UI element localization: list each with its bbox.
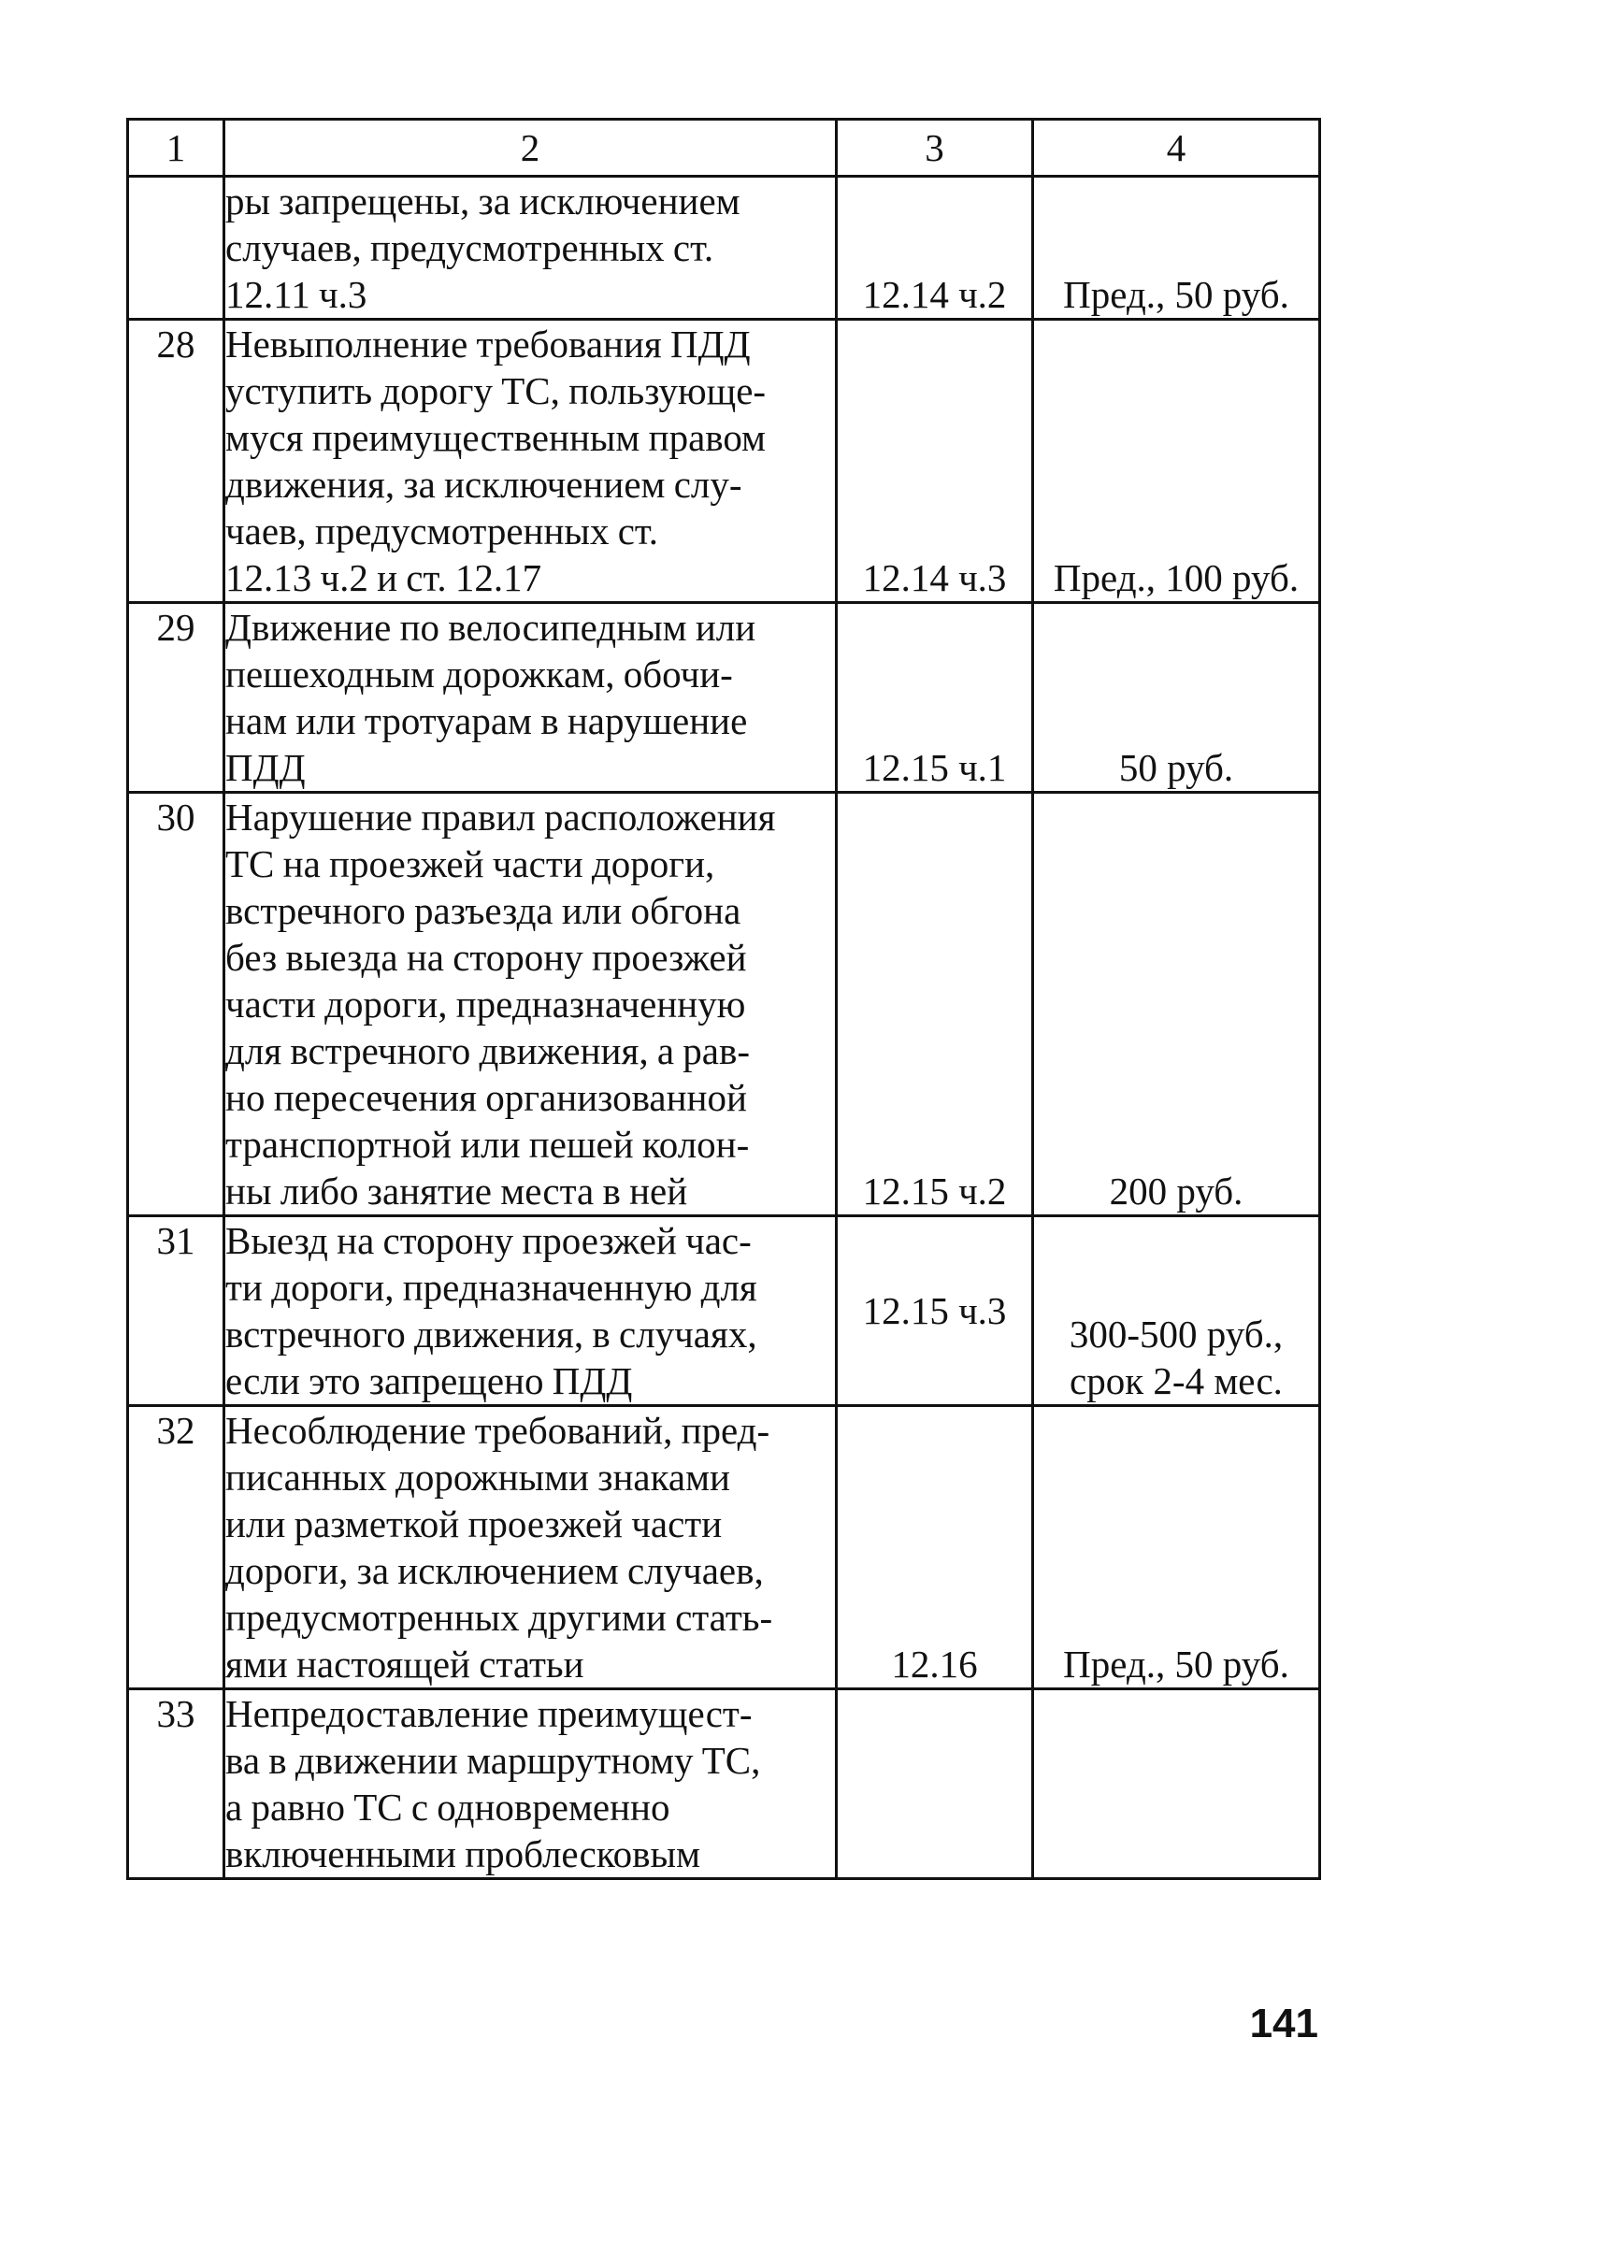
article-reference: 12.14 ч.3 (837, 320, 1033, 603)
article-reference: 12.14 ч.2 (837, 177, 1033, 320)
violation-description: Несоблюдение требований, пред- писанных дорожными знаками или разметкой проезжей части дороги, за исключением случаев, предусмотренных другими стать- ями настоящей статьи (224, 1406, 837, 1689)
table-row (128, 1689, 1320, 1879)
article-reference: 12.15 ч.1 (837, 603, 1033, 793)
violation-description: Нарушение правил расположения ТС на проезжей части дороги, встречного разъезда или обгона без выезда на сторону проезжей части дороги, предназначенную для встречного движения, а рав- но пересечения организованной транспортной или пешей колон- ны либо занятие места в ней (224, 793, 837, 1216)
header-row (128, 120, 1320, 177)
header-col-1: 1 (128, 120, 224, 177)
row-number: 32 (128, 1406, 224, 1689)
page-number: 141 (1249, 2001, 1318, 2046)
table-row (128, 320, 1320, 603)
row-number: 31 (128, 1216, 224, 1406)
article-reference (837, 1689, 1033, 1879)
article-reference: 12.15 ч.3 (837, 1216, 1033, 1406)
violation-description: ры запрещены, за исключением случаев, предусмотренных ст. 12.11 ч.3 (224, 177, 837, 320)
violation-description: Невыполнение требования ПДД уступить дорогу ТС, пользующе- муся преимущественным правом движения, за исключением слу- чаев, предусмотренных ст. 12.13 ч.2 и ст. 12.17 (224, 320, 837, 603)
penalty: Пред., 100 руб. (1033, 320, 1320, 603)
violation-description: Движение по велосипедным или пешеходным дорожкам, обочи- нам или тротуарам в нарушение ПДД (224, 603, 837, 793)
article-reference: 12.15 ч.2 (837, 793, 1033, 1216)
header-col-4: 4 (1033, 120, 1320, 177)
penalty: 50 руб. (1033, 603, 1320, 793)
penalty: Пред., 50 руб. (1033, 1406, 1320, 1689)
table-row (128, 793, 1320, 1216)
article-reference: 12.16 (837, 1406, 1033, 1689)
traffic-fines-table (126, 118, 1321, 1880)
violation-description: Выезд на сторону проезжей час- ти дороги, предназначенную для встречного движения, в случаях, если это запрещено ПДД (224, 1216, 837, 1406)
violation-description: Непредоставление преимущест- ва в движении маршрутному ТС, а равно ТС с одновременно включенными проблесковым (224, 1689, 837, 1879)
penalty: Пред., 50 руб. (1033, 177, 1320, 320)
table-row (128, 1216, 1320, 1406)
table-row (128, 177, 1320, 320)
penalty (1033, 1689, 1320, 1879)
header-col-2: 2 (224, 120, 837, 177)
penalty: 300-500 руб., срок 2-4 мес. (1033, 1216, 1320, 1406)
row-number: 28 (128, 320, 224, 603)
penalty: 200 руб. (1033, 793, 1320, 1216)
row-number (128, 177, 224, 320)
table-row (128, 1406, 1320, 1689)
table-row (128, 603, 1320, 793)
row-number: 33 (128, 1689, 224, 1879)
row-number: 30 (128, 793, 224, 1216)
row-number: 29 (128, 603, 224, 793)
header-col-3: 3 (837, 120, 1033, 177)
